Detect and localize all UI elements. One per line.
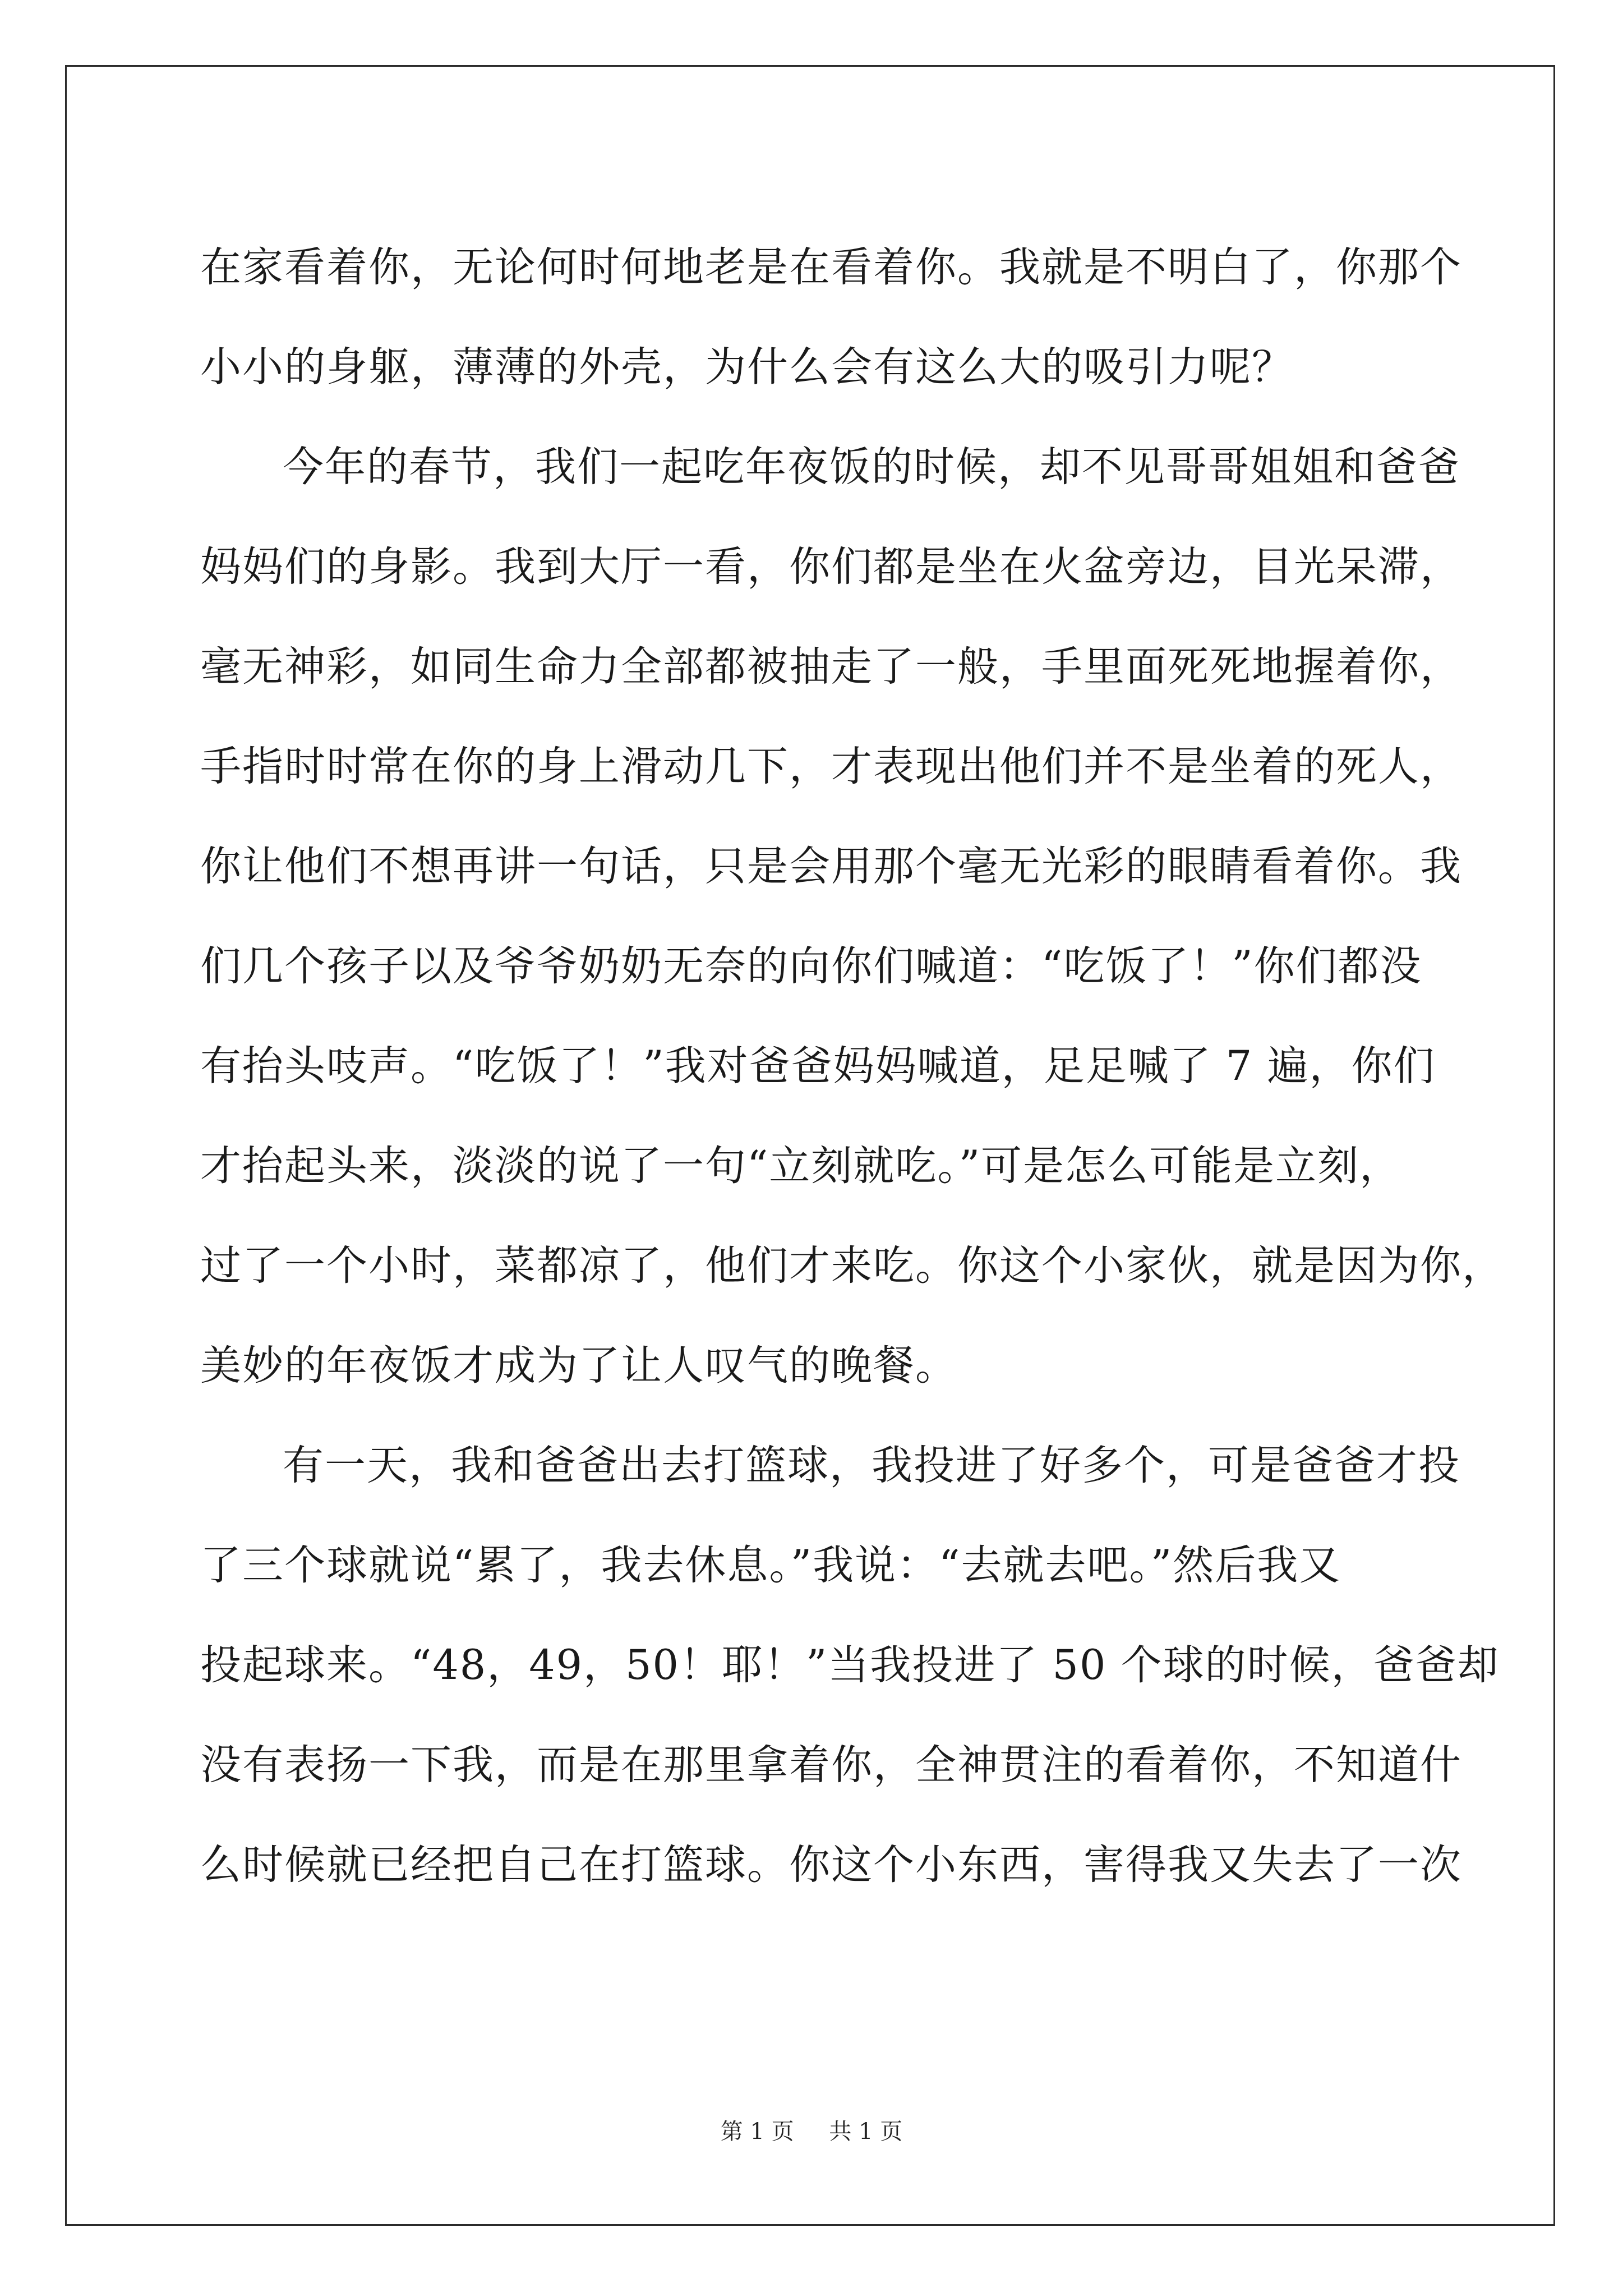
text-line: 有抬头吱声。“吃饭了！”我对爸爸妈妈喊道，足足喊了 7 遍，你们 <box>200 1042 1436 1090</box>
text-line: 你让他们不想再讲一句话，只是会用那个毫无光彩的眼睛看着你。我 <box>200 843 1462 890</box>
text-line: 没有表扬一下我，而是在那里拿着你，全神贯注的看着你，不知道什 <box>200 1741 1462 1789</box>
page-footer <box>0 2115 1623 2148</box>
text-line: 在家看着你，无论何时何地老是在看着你。我就是不明白了，你那个 <box>200 243 1462 291</box>
text-line: 小小的身躯，薄薄的外壳，为什么会有这么大的吸引力呢？ <box>200 343 1294 391</box>
text-line: 才抬起头来，淡淡的说了一句“立刻就吃。”可是怎么可能是立刻， <box>200 1142 1402 1190</box>
text-line: 毫无神彩，如同生命力全部都被抽走了一般，手里面死死地握着你， <box>200 643 1462 691</box>
text-line: 妈妈们的身影。我到大厅一看，你们都是坐在火盆旁边，目光呆滞， <box>200 543 1462 591</box>
text-line: 美妙的年夜饭才成为了让人叹气的晚餐。 <box>200 1342 957 1389</box>
text-line: 么时候就已经把自己在打篮球。你这个小东西，害得我又失去了一次 <box>200 1841 1462 1889</box>
text-line: 手指时时常在你的身上滑动几下，才表现出他们并不是坐着的死人， <box>200 743 1462 790</box>
page-number: 第 1 页 <box>720 2119 794 2145</box>
document-body <box>200 218 1504 1915</box>
page-total: 共 1 页 <box>829 2119 903 2145</box>
text-line: 了三个球就说“累了，我去休息。”我说：“去就去吧。”然后我又 <box>200 1542 1341 1589</box>
text-line: 们几个孩子以及爷爷奶奶无奈的向你们喊道：“吃饭了！”你们都没 <box>200 942 1422 990</box>
text-line: 过了一个小时，菜都凉了，他们才来吃。你这个小家伙，就是因为你， <box>200 1242 1504 1290</box>
text-line: 有一天，我和爸爸出去打篮球，我投进了好多个，可是爸爸才投 <box>283 1442 1460 1489</box>
text-line: 投起球来。“48，49，50！耶！”当我投进了 50 个球的时候，爸爸却 <box>200 1641 1500 1689</box>
text-line: 今年的春节，我们一起吃年夜饭的时候，却不见哥哥姐姐和爸爸 <box>283 443 1460 491</box>
